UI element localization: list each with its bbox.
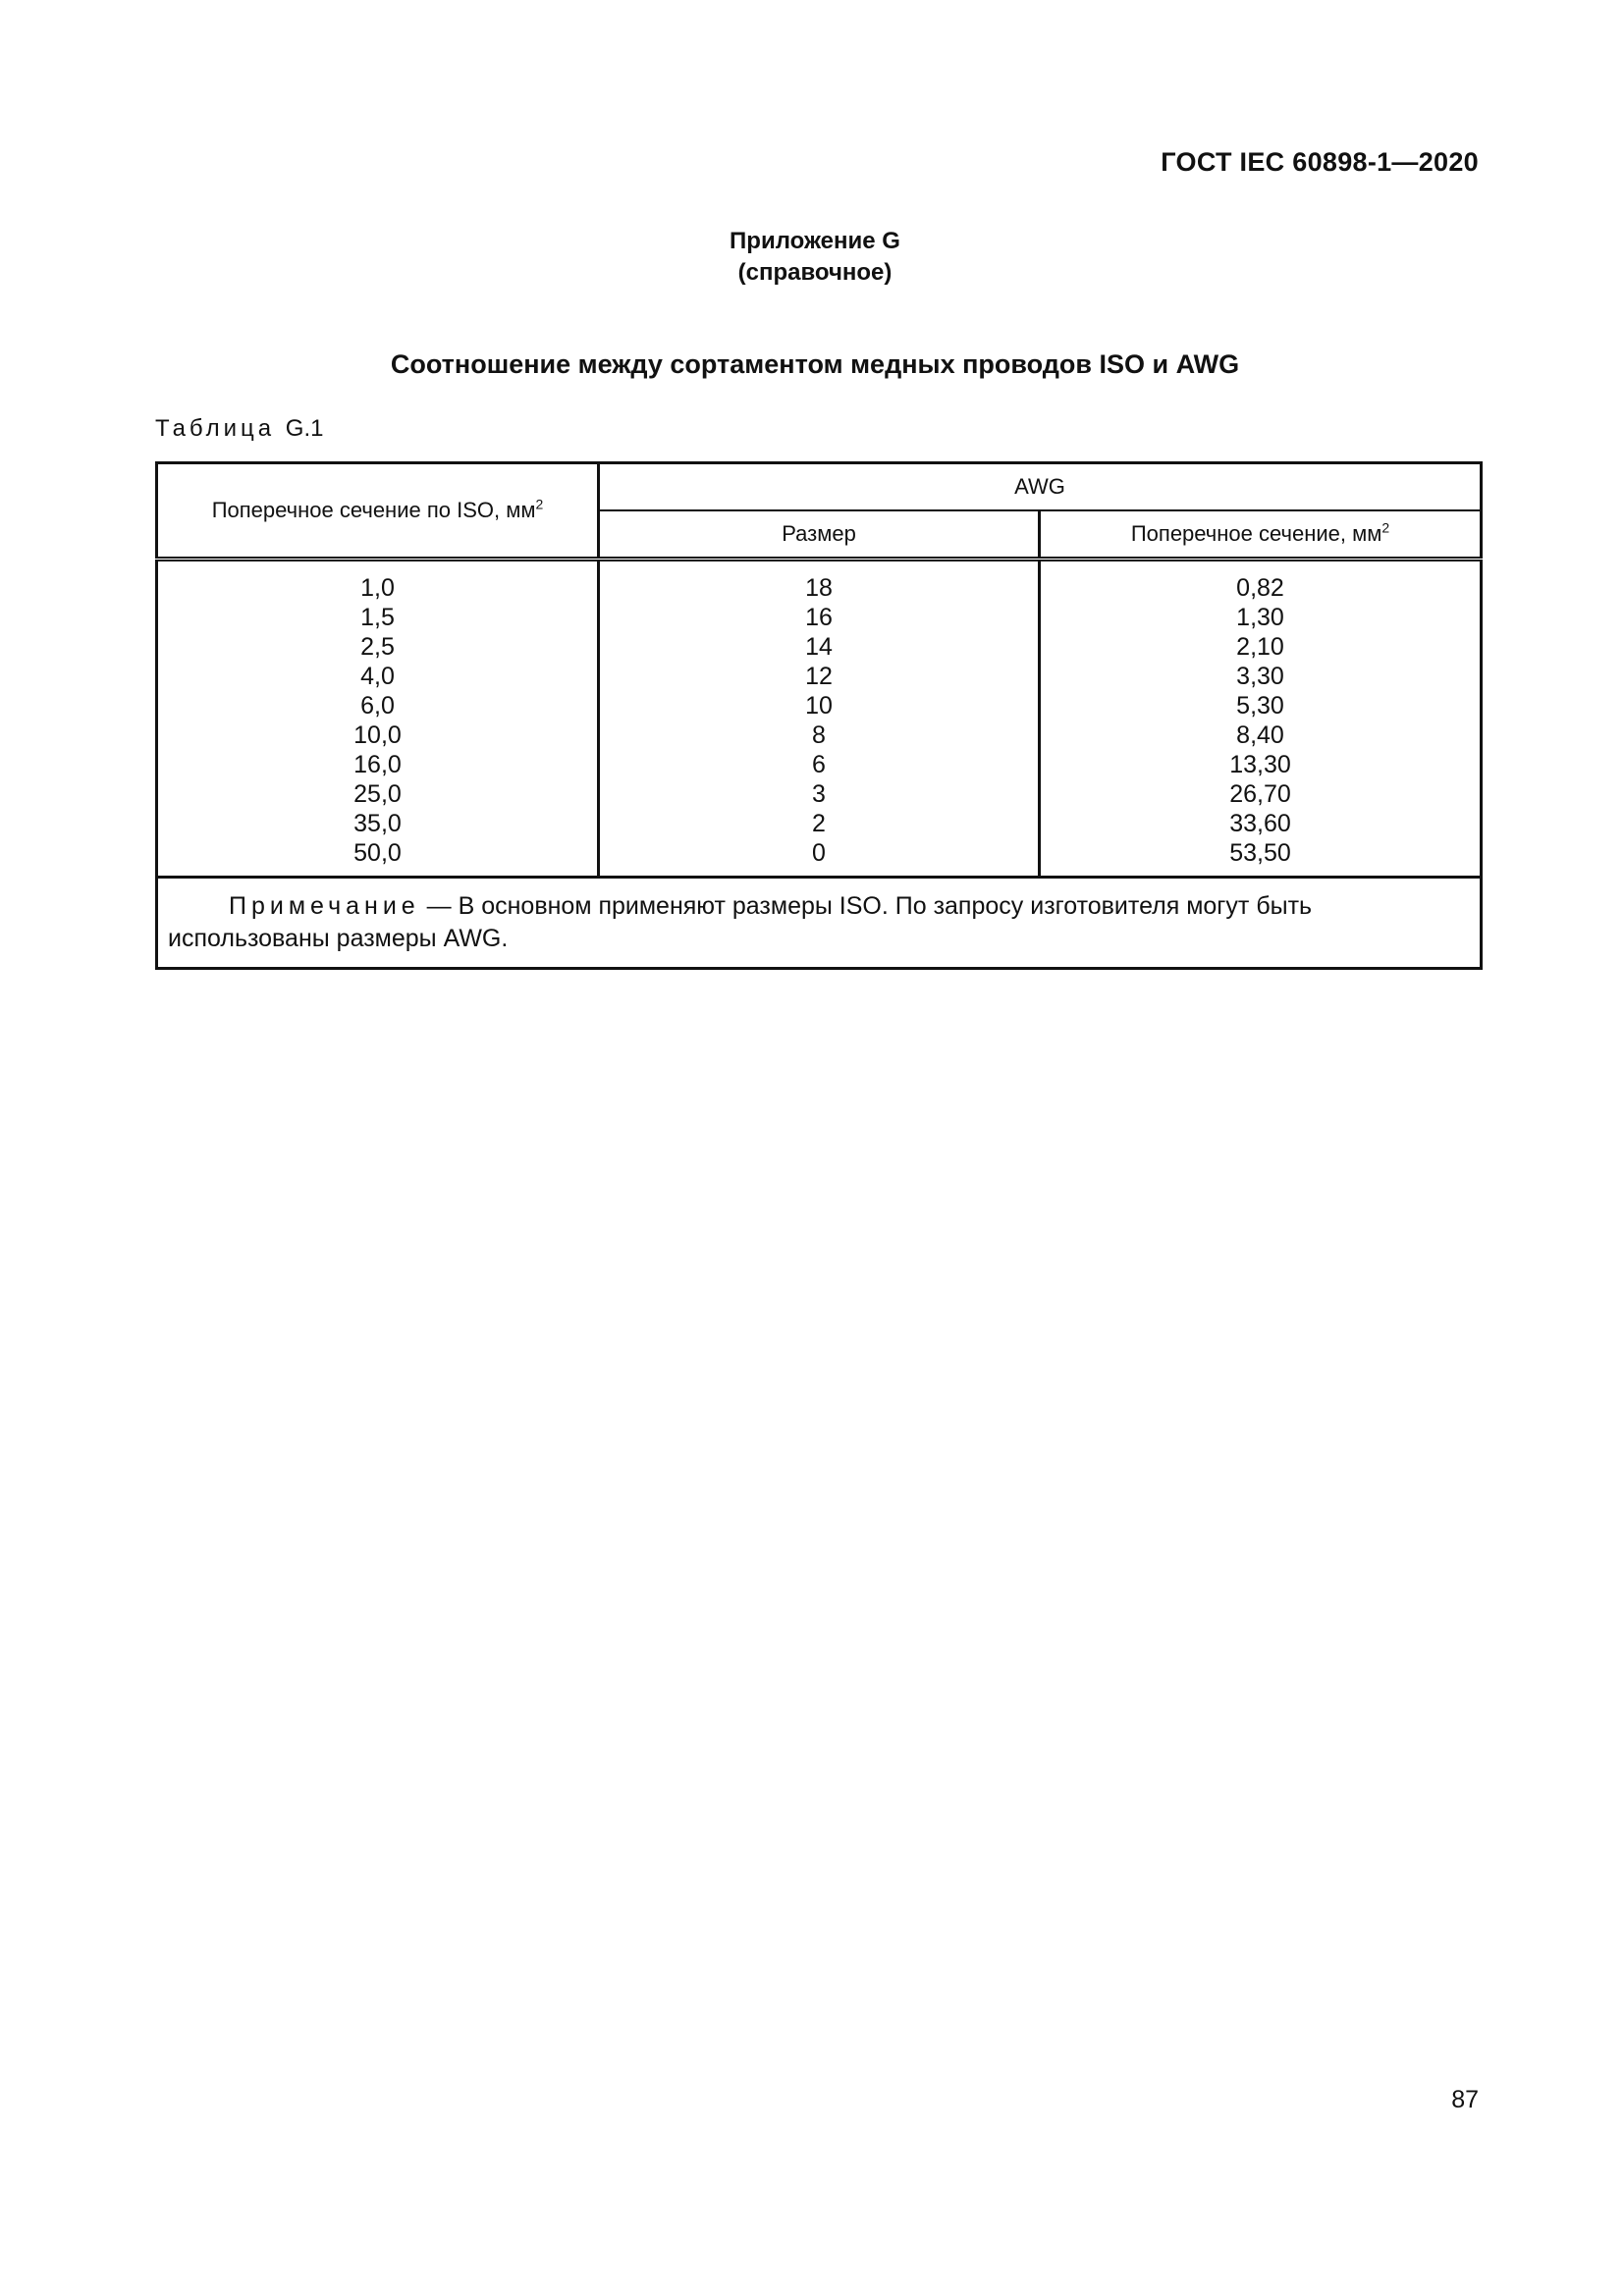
awg-size-cell: 2 bbox=[812, 810, 826, 837]
note-label: Примечание bbox=[229, 892, 420, 920]
awg-sizes-list bbox=[600, 573, 1038, 868]
table-body-row bbox=[157, 560, 1482, 878]
table-note-row bbox=[157, 878, 1482, 969]
iso-values-list bbox=[158, 573, 597, 868]
awg-size-cell: 14 bbox=[805, 633, 833, 661]
header-awg-size: Размер bbox=[599, 510, 1040, 560]
awg-section-cell: 8,40 bbox=[1236, 721, 1284, 749]
awg-section-cell: 2,10 bbox=[1236, 633, 1284, 661]
iso-column bbox=[157, 560, 599, 878]
wire-size-table bbox=[155, 461, 1483, 970]
awg-section-column bbox=[1040, 560, 1482, 878]
iso-value-cell: 10,0 bbox=[353, 721, 402, 749]
awg-size-cell: 12 bbox=[805, 663, 833, 690]
iso-value-cell: 4,0 bbox=[360, 663, 395, 690]
table-header-row bbox=[157, 463, 1482, 510]
header-awg: AWG bbox=[599, 463, 1482, 510]
awg-size-cell: 0 bbox=[812, 839, 826, 867]
awg-section-cell: 3,30 bbox=[1236, 663, 1284, 690]
header-iso-section bbox=[157, 463, 599, 560]
iso-value-cell: 2,5 bbox=[360, 633, 395, 661]
awg-sections-list bbox=[1041, 573, 1480, 868]
awg-section-cell: 13,30 bbox=[1229, 751, 1291, 778]
iso-value-cell: 25,0 bbox=[353, 780, 402, 808]
header-awg-section-sup: 2 bbox=[1381, 519, 1390, 536]
table-caption bbox=[155, 415, 323, 443]
page-title: Соотношение между сортаментом медных проводов ISO и AWG bbox=[390, 349, 1240, 379]
awg-section-cell: 26,70 bbox=[1229, 780, 1291, 808]
table-note bbox=[157, 878, 1482, 969]
awg-section-cell: 0,82 bbox=[1236, 574, 1284, 602]
table-caption-number: G.1 bbox=[285, 415, 324, 442]
page-number: 87 bbox=[1451, 2086, 1479, 2113]
iso-value-cell: 1,5 bbox=[360, 604, 395, 631]
header-awg-section-label: Поперечное сечение, мм bbox=[1130, 520, 1382, 546]
header-iso-sup: 2 bbox=[535, 496, 544, 512]
awg-section-cell: 33,60 bbox=[1229, 810, 1291, 837]
iso-value-cell: 16,0 bbox=[353, 751, 402, 778]
annex-heading bbox=[0, 226, 1624, 289]
note-text: — В основном применяют размеры ISO. По запросу изготовителя могут быть использованы размеры AWG. bbox=[168, 892, 1313, 952]
iso-value-cell: 50,0 bbox=[353, 839, 402, 867]
annex-subtitle: (справочное) bbox=[737, 259, 893, 286]
header-iso-label: Поперечное сечение по ISO, мм bbox=[211, 498, 536, 522]
awg-size-cell: 6 bbox=[812, 751, 826, 778]
awg-section-cell: 1,30 bbox=[1236, 604, 1284, 631]
iso-value-cell: 35,0 bbox=[353, 810, 402, 837]
header-awg-section bbox=[1040, 510, 1482, 560]
document-code: ГОСТ IEC 60898-1—2020 bbox=[1161, 147, 1479, 177]
awg-size-cell: 10 bbox=[805, 692, 833, 720]
awg-size-cell: 16 bbox=[805, 604, 833, 631]
awg-size-cell: 8 bbox=[812, 721, 826, 749]
awg-section-cell: 53,50 bbox=[1229, 839, 1291, 867]
awg-size-cell: 3 bbox=[812, 780, 826, 808]
annex-title: Приложение G bbox=[730, 228, 900, 254]
iso-value-cell: 6,0 bbox=[360, 692, 395, 720]
awg-size-column bbox=[599, 560, 1040, 878]
iso-value-cell: 1,0 bbox=[360, 574, 395, 602]
table-caption-word: Таблица bbox=[155, 415, 276, 442]
awg-size-cell: 18 bbox=[805, 574, 833, 602]
awg-section-cell: 5,30 bbox=[1236, 692, 1284, 720]
